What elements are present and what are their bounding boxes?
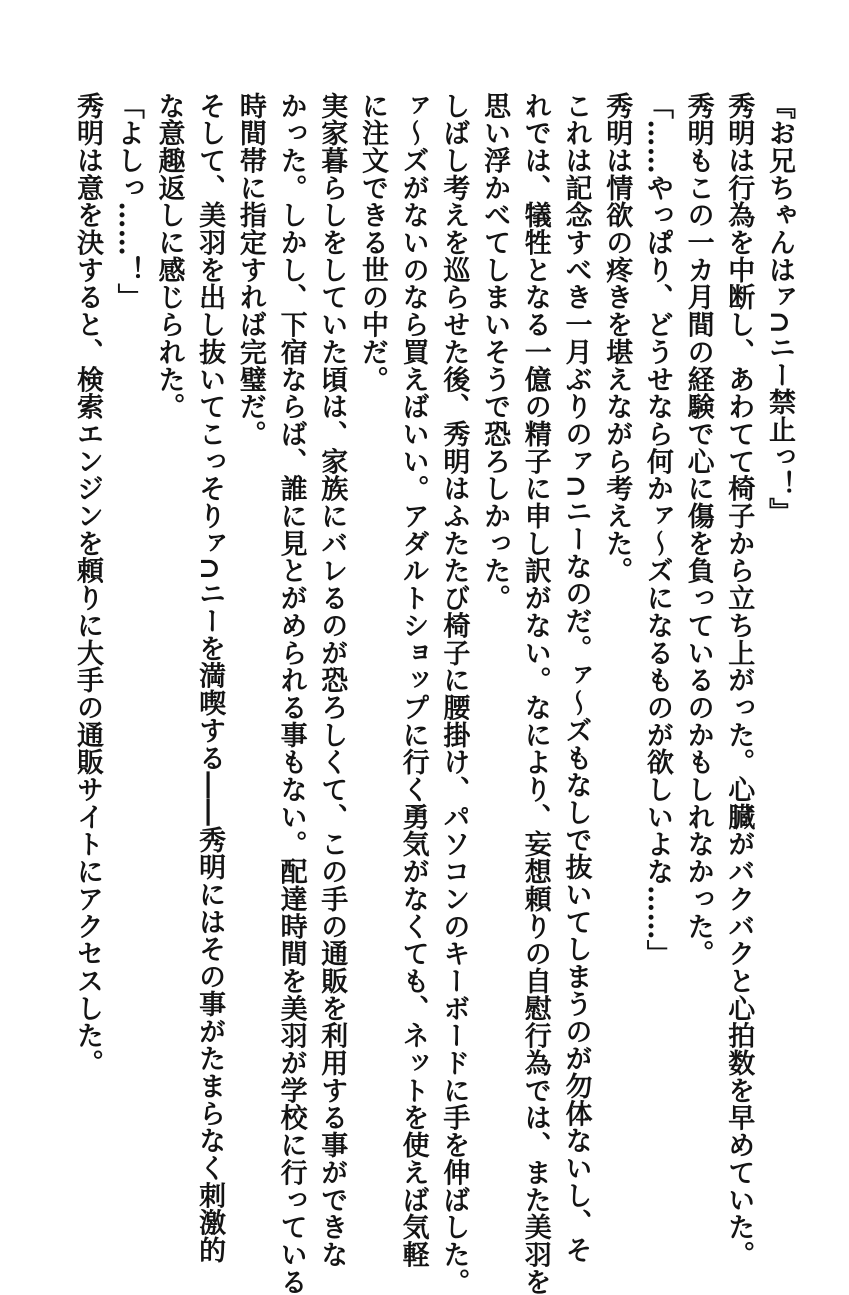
text-line: 思い浮かべてしまいそうで恐ろしかった。: [479, 92, 511, 612]
text-line: 「よしっ……！」: [112, 92, 144, 311]
text-line: しばし考えを巡らせた後、秀明はふたたび椅子に腰掛け、パソコンのキーボードに手を伸ばした。: [438, 92, 470, 1295]
text-line: ァ～ズがないのなら買えばいい。アダルトショップに行く勇気がなくても、ネットを使えば気軽: [397, 92, 429, 1269]
text-line: な意趣返しに感じられた。: [153, 92, 185, 421]
text-line: 秀明は意を決すると、検索エンジンを頼りに大手の通販サイトにアクセスした。: [72, 92, 104, 1077]
text-line: 実家暮らしをしていた頃は、家族にバレるのが恐ろしくて、この手の通販を利用する事ができな: [316, 92, 348, 1269]
text-line: 「……やっぱり、どうせなら何かァ～ズになるものが欲しいよな……」: [641, 92, 673, 968]
text-line: そして、美羽を出し抜いてこっそりァ∩ニーを満喫する――秀明にはその事がたまらなく刺激的: [194, 92, 226, 1264]
vertical-text-body: [66, 92, 799, 1295]
text-line: これは記念すべき一月ぶりのァ∩ニーなのだ。ァ～ズもなしで抜いてしまうのが勿体ないし、そ: [560, 92, 592, 1264]
text-line: に注文できる世の中だ。: [356, 92, 388, 393]
text-line: かった。しかし、下宿ならば、誰に見とがめられる事もない。配達時間を美羽が学校に行っている: [275, 92, 307, 1295]
text-line: れでは、犠牲となる一億の精子に申し訳がない。なにより、妄想頼りの自慰行為では、また美羽を: [519, 92, 551, 1295]
text-line: 秀明は情欲の疼きを堪えながら考えた。: [601, 92, 633, 585]
text-line: 秀明もこの一カ月間の経験で心に傷を負っているのかもしれなかった。: [682, 92, 714, 968]
text-line: 秀明は行為を中断し、あわてて椅子から立ち上がった。心臓がバクバクと心拍数を早めていた。: [723, 92, 755, 1269]
text-line: 『お兄ちゃんはァ∩ニー禁止っ！』: [764, 92, 795, 526]
text-line: 時間帯に指定すれば完璧だ。: [234, 92, 266, 448]
